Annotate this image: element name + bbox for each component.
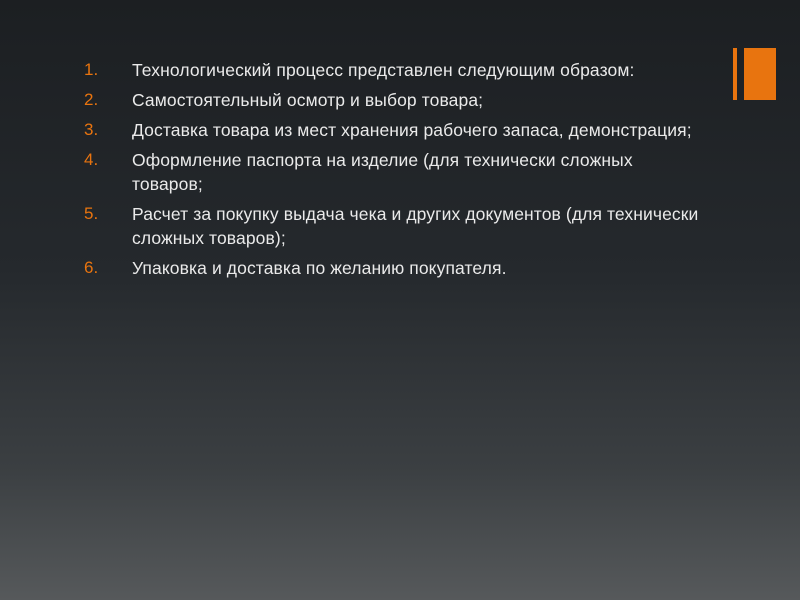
list-item-number: 4. (84, 150, 99, 169)
orange-thick-bar (744, 48, 776, 100)
list-item-number: 2. (84, 90, 99, 109)
list-item (84, 88, 704, 112)
list-item-text: Технологический процесс представлен следующим образом: (132, 60, 635, 80)
list-item-text: Упаковка и доставка по желанию покупателя. (132, 258, 507, 278)
list-item-number: 1. (84, 60, 99, 79)
list-item (84, 58, 704, 82)
list-item-text: Самостоятельный осмотр и выбор товара; (132, 90, 484, 110)
list-item-number: 5. (84, 204, 99, 223)
orange-thin-bar (733, 48, 737, 100)
orange-bars-decoration (733, 48, 776, 100)
list-item (84, 148, 704, 196)
list-item-number: 6. (84, 258, 99, 277)
list-item-text: Доставка товара из мест хранения рабочего запаса, демонстрация; (132, 120, 692, 140)
list-item-text: Расчет за покупку выдача чека и других документов (для технически сложных товаров); (132, 204, 699, 248)
list-item (84, 118, 704, 142)
list-item (84, 202, 704, 250)
list-item-number: 3. (84, 120, 99, 139)
numbered-list (84, 58, 704, 286)
list-item-text: Оформление паспорта на изделие (для технически сложных товаров; (132, 150, 633, 194)
list-item (84, 256, 704, 280)
